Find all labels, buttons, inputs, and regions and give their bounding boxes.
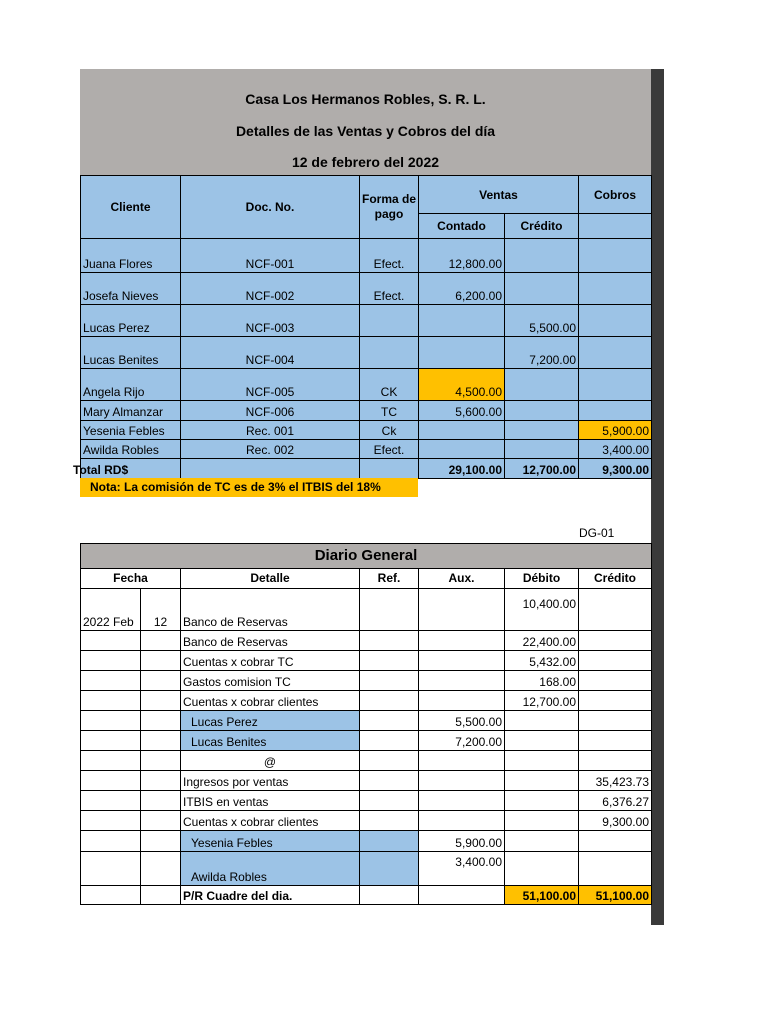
cell-detalle: Cuentas x cobrar clientes (181, 811, 360, 831)
cell-fecha (81, 886, 141, 905)
cell-day (141, 791, 181, 811)
report-date: 12 de febrero del 2022 (291, 154, 440, 170)
cell-credito (579, 631, 652, 651)
cell-ref (360, 751, 419, 771)
cell-cliente: Mary Almanzar (81, 401, 181, 421)
cell-credito (579, 589, 652, 631)
cell-day (141, 731, 181, 751)
cell-day (141, 671, 181, 691)
cell-debito: 22,400.00 (505, 631, 579, 651)
cell-debito: 12,700.00 (505, 691, 579, 711)
journal-row (81, 831, 652, 852)
col-forma-pago: Forma de pago (360, 176, 419, 239)
sales-table (73, 175, 652, 479)
cell-detalle: P/R Cuadre del dia. (181, 886, 360, 905)
cell-doc: Rec. 001 (181, 421, 360, 440)
report-header (80, 69, 651, 175)
col-detalle: Detalle (181, 569, 360, 589)
cell-aux (419, 671, 505, 691)
journal-row (81, 791, 652, 811)
cell-forma (360, 305, 419, 337)
col-cliente: Cliente (81, 176, 181, 239)
journal-row (81, 651, 652, 671)
cell-contado: 12,800.00 (419, 239, 505, 273)
total-credito: 12,700.00 (505, 459, 579, 479)
cell-aux (419, 771, 505, 791)
table-row (81, 369, 652, 401)
cell-day (141, 651, 181, 671)
cell-debito: 5,432.00 (505, 651, 579, 671)
cell-fecha (81, 731, 141, 751)
cell-contado: 4,500.00 (419, 369, 505, 401)
cell-ref (360, 711, 419, 731)
cell-contado (419, 421, 505, 440)
cell-aux (419, 691, 505, 711)
cell-credito (579, 852, 652, 886)
cell-debito (505, 831, 579, 852)
cell-ref (360, 631, 419, 651)
cell-ref (360, 771, 419, 791)
cell-credito (505, 369, 579, 401)
cell-detalle: Cuentas x cobrar TC (181, 651, 360, 671)
cell-detalle: @ (181, 751, 360, 771)
cell-doc: NCF-001 (181, 239, 360, 273)
cell-detalle: ITBIS en ventas (181, 791, 360, 811)
table-row (81, 421, 652, 440)
cell-forma: Efect. (360, 440, 419, 459)
cell-detalle: Gastos comision TC (181, 671, 360, 691)
cell-credito (579, 671, 652, 691)
cell-cliente: Lucas Benites (81, 337, 181, 369)
cell-aux (419, 751, 505, 771)
cell-credito: 6,376.27 (579, 791, 652, 811)
journal-row (81, 711, 652, 731)
cell-cobros: 5,900.00 (579, 421, 652, 440)
cell-detalle: Ingresos por ventas (181, 771, 360, 791)
cell-credito (579, 651, 652, 671)
cell-ref (360, 671, 419, 691)
cell-fecha (81, 771, 141, 791)
company-name: Casa Los Hermanos Robles, S. R. L. (245, 91, 486, 107)
cell-forma: Efect. (360, 239, 419, 273)
cell-cobros (579, 239, 652, 273)
cell-detalle: Yesenia Febles (181, 831, 360, 852)
cell-fecha (81, 631, 141, 651)
cell-credito (579, 731, 652, 751)
cell-fecha (81, 831, 141, 852)
cell-forma (360, 337, 419, 369)
cell-cobros: 3,400.00 (579, 440, 652, 459)
cell-credito (579, 831, 652, 852)
commission-note: Nota: La comisión de TC es de 3% el ITBIS del 18% (80, 478, 418, 497)
cell-contado: 6,200.00 (419, 273, 505, 305)
cell-ref (360, 731, 419, 751)
cell-debito (505, 852, 579, 886)
cell-cobros (579, 401, 652, 421)
cell-ref (360, 651, 419, 671)
cell-aux (419, 589, 505, 631)
total-empty-cell (360, 459, 419, 479)
cell-aux (419, 791, 505, 811)
cell-credito (579, 751, 652, 771)
cell-debito (505, 771, 579, 791)
cell-cobros (579, 369, 652, 401)
cell-contado (419, 440, 505, 459)
cell-credito (505, 273, 579, 305)
cell-debito (505, 811, 579, 831)
cell-aux (419, 886, 505, 905)
cell-aux: 5,900.00 (419, 831, 505, 852)
cell-doc: NCF-002 (181, 273, 360, 305)
cell-cliente: Josefa Nieves (81, 273, 181, 305)
cell-contado (419, 305, 505, 337)
cell-ref (360, 589, 419, 631)
cell-fecha (81, 791, 141, 811)
cell-aux: 5,500.00 (419, 711, 505, 731)
cell-forma: Efect. (360, 273, 419, 305)
cell-credito (579, 711, 652, 731)
cell-debito: 10,400.00 (505, 589, 579, 631)
journal-code: DG-01 (579, 526, 615, 540)
journal-row (81, 731, 652, 751)
cell-fecha (81, 711, 141, 731)
cell-day (141, 771, 181, 791)
cell-contado: 5,600.00 (419, 401, 505, 421)
total-contado: 29,100.00 (419, 459, 505, 479)
cell-day (141, 831, 181, 852)
total-empty-cell (181, 459, 360, 479)
report-subtitle: Detalles de las Ventas y Cobros del día (235, 123, 496, 139)
cell-aux: 7,200.00 (419, 731, 505, 751)
journal-row (81, 751, 652, 771)
cell-detalle: Lucas Perez (181, 711, 360, 731)
cell-doc: NCF-006 (181, 401, 360, 421)
cell-day (141, 751, 181, 771)
cell-ref (360, 852, 419, 886)
cell-doc: NCF-004 (181, 337, 360, 369)
cell-fecha (81, 691, 141, 711)
cell-credito: 7,200.00 (505, 337, 579, 369)
col-aux: Aux. (419, 569, 505, 589)
cell-cliente: Awilda Robles (81, 440, 181, 459)
cell-fecha (81, 811, 141, 831)
cell-doc: NCF-005 (181, 369, 360, 401)
cell-credito: 9,300.00 (579, 811, 652, 831)
cell-aux: 3,400.00 (419, 852, 505, 886)
cell-doc: Rec. 002 (181, 440, 360, 459)
cell-ref (360, 791, 419, 811)
col-contado: Contado (419, 214, 505, 239)
cell-day (141, 811, 181, 831)
cell-ref (360, 811, 419, 831)
cell-debito (505, 711, 579, 731)
cell-detalle: Lucas Benites (181, 731, 360, 751)
cell-cliente: Yesenia Febles (81, 421, 181, 440)
cell-cliente: Lucas Perez (81, 305, 181, 337)
col-fecha: Fecha (81, 569, 181, 589)
cell-fecha (81, 751, 141, 771)
cell-forma: CK (360, 369, 419, 401)
cell-detalle: Banco de Reservas (181, 589, 360, 631)
cell-credito (579, 691, 652, 711)
journal-row (81, 852, 652, 886)
table-row (81, 273, 652, 305)
cell-debito (505, 791, 579, 811)
cell-fecha (81, 671, 141, 691)
cell-cobros (579, 273, 652, 305)
cell-debito: 168.00 (505, 671, 579, 691)
cell-credito: 5,500.00 (505, 305, 579, 337)
cell-contado (419, 337, 505, 369)
table-row (81, 305, 652, 337)
total-label: Total RD$ (81, 459, 181, 479)
table-row (81, 337, 652, 369)
col-cobros-sub (579, 214, 652, 239)
journal-row (81, 811, 652, 831)
cell-debito (505, 731, 579, 751)
cell-day (141, 852, 181, 886)
cell-cliente: Angela Rijo (81, 369, 181, 401)
table-row (81, 239, 652, 273)
col-ref: Ref. (360, 569, 419, 589)
journal-table (80, 543, 652, 905)
cell-forma: TC (360, 401, 419, 421)
journal-row (81, 691, 652, 711)
journal-row (81, 631, 652, 651)
col-ventas: Ventas (419, 176, 579, 214)
page-edge-bar (651, 69, 664, 925)
col-doc: Doc. No. (181, 176, 360, 239)
cell-credito (505, 401, 579, 421)
cell-fecha (81, 651, 141, 671)
cell-fecha (81, 852, 141, 886)
cell-debito: 51,100.00 (505, 886, 579, 905)
date-year-month: 2022 Feb (81, 589, 141, 631)
table-row (81, 401, 652, 421)
cell-debito (505, 751, 579, 771)
cell-detalle: Banco de Reservas (181, 631, 360, 651)
cell-ref (360, 691, 419, 711)
cell-credito: 51,100.00 (579, 886, 652, 905)
cell-forma: Ck (360, 421, 419, 440)
cell-credito: 35,423.73 (579, 771, 652, 791)
col-credito: Crédito (505, 214, 579, 239)
cell-cobros (579, 305, 652, 337)
cell-aux (419, 811, 505, 831)
col-credito: Crédito (579, 569, 652, 589)
cell-detalle: Awilda Robles (181, 852, 360, 886)
journal-row (81, 671, 652, 691)
cell-day (141, 631, 181, 651)
table-row (81, 440, 652, 459)
cell-cobros (579, 337, 652, 369)
cell-detalle: Cuentas x cobrar clientes (181, 691, 360, 711)
cell-aux (419, 651, 505, 671)
cell-day (141, 886, 181, 905)
cell-doc: NCF-003 (181, 305, 360, 337)
cell-ref (360, 831, 419, 852)
journal-row (81, 771, 652, 791)
total-cobros: 9,300.00 (579, 459, 652, 479)
cell-cliente: Juana Flores (81, 239, 181, 273)
total-row (81, 459, 652, 479)
journal-total-row (81, 886, 652, 905)
cell-credito (505, 421, 579, 440)
journal-row (81, 589, 652, 631)
cell-credito (505, 440, 579, 459)
cell-aux (419, 631, 505, 651)
date-day: 12 (141, 589, 181, 631)
cell-credito (505, 239, 579, 273)
journal-title: Diario General (81, 544, 652, 569)
cell-day (141, 691, 181, 711)
col-debito: Débito (505, 569, 579, 589)
cell-ref (360, 886, 419, 905)
col-cobros: Cobros (579, 176, 652, 214)
cell-day (141, 711, 181, 731)
